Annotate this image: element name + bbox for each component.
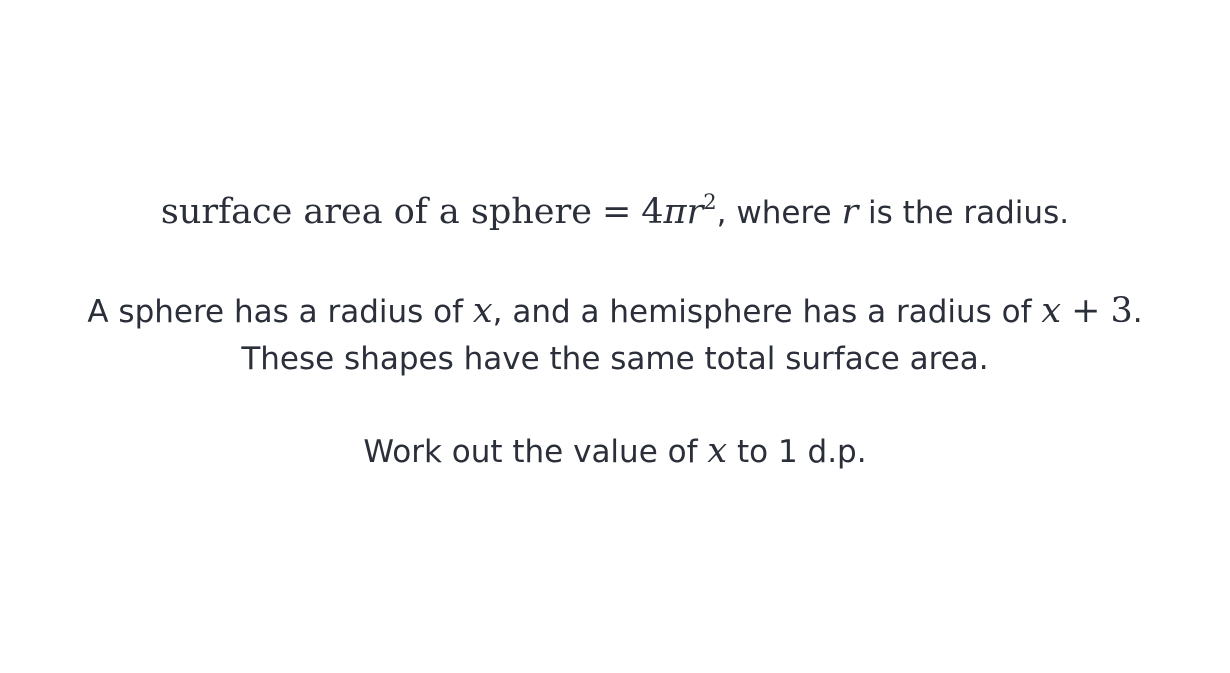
problem-line1-end: . <box>1132 294 1143 330</box>
question-line <box>0 431 1230 472</box>
formula-pi: π <box>663 192 687 232</box>
formula-coefficient: 4 <box>641 192 664 232</box>
problem-expr-op: + <box>1071 291 1101 331</box>
formula-lhs: surface area of a sphere <box>160 192 592 232</box>
formula-line <box>0 192 1230 233</box>
formula-where-suffix: is the radius. <box>858 195 1070 231</box>
question-prefix: Work out the value of <box>363 434 708 470</box>
formula-equals: = <box>601 192 632 232</box>
question-var: x <box>707 431 728 471</box>
formula-where-prefix: , where <box>716 195 842 231</box>
formula-var: r <box>686 192 704 232</box>
problem-line1-mid: , and a hemisphere has a radius of <box>492 294 1042 330</box>
problem-expr-var: x <box>1041 291 1062 331</box>
question-suffix: to 1 d.p. <box>727 434 867 470</box>
problem-line-1 <box>0 291 1230 332</box>
problem-line1-var: x <box>472 291 493 331</box>
formula-exponent: 2 <box>703 190 717 214</box>
formula-where-var: r <box>841 192 859 232</box>
problem-line-2: These shapes have the same total surface area. <box>241 341 989 377</box>
problem-line1-prefix: A sphere has a radius of <box>87 294 473 330</box>
problem-expr-num: 3 <box>1110 291 1133 331</box>
